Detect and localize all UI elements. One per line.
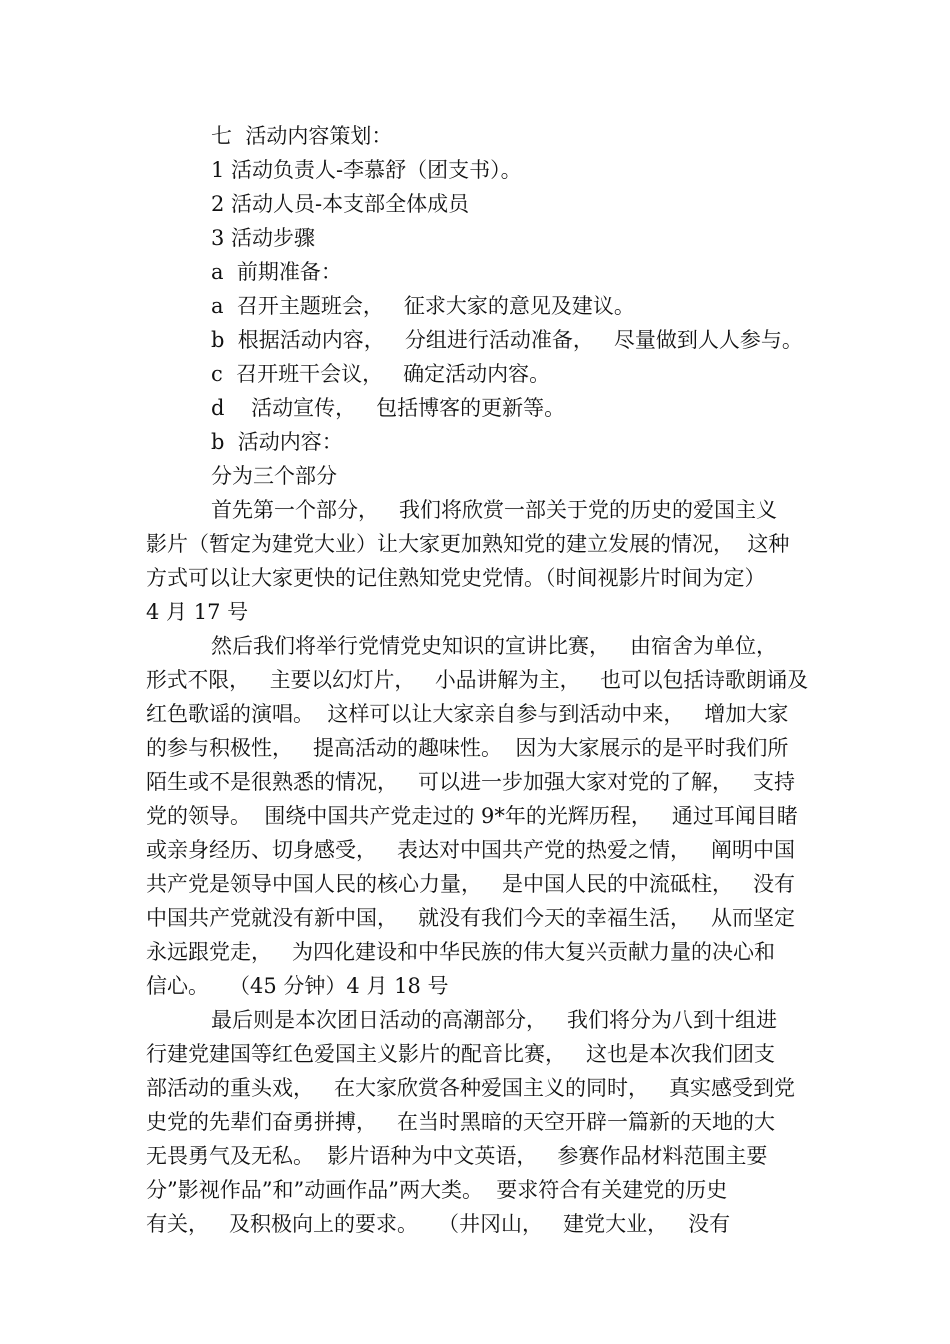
paragraph-line: 行建党建国等红色爱国主义影片的配音比赛， 这也是本次我们团支 — [146, 1042, 776, 1066]
text-line: d 活动宣传， 包括博客的更新等。 — [211, 396, 566, 420]
paragraph-line: 分”影视作品”和”动画作品”两大类。 要求符合有关建党的历史 — [146, 1178, 728, 1202]
paragraph-line: 形式不限， 主要以幻灯片， 小品讲解为主， 也可以包括诗歌朗诵及 — [146, 668, 809, 692]
paragraph-line: 然后我们将举行党情党史知识的宣讲比赛， 由宿舍为单位， — [211, 634, 778, 658]
paragraph-line: 的参与积极性， 提高活动的趣味性。 因为大家展示的是平时我们所 — [146, 736, 789, 760]
paragraph-line: 永远跟党走， 为四化建设和中华民族的伟大复兴贡献力量的决心和 — [146, 940, 776, 964]
paragraph-line: 无畏勇气及无私。 影片语种为中文英语， 参赛作品材料范围主要 — [146, 1144, 768, 1168]
paragraph-line: 信心。 （45 分钟）4 月 18 号 — [146, 974, 449, 998]
text-line: 1 活动负责人-李慕舒（团支书）。 — [211, 158, 522, 182]
paragraph-line: 最后则是本次团日活动的高潮部分， 我们将分为八到十组进 — [211, 1008, 778, 1032]
paragraph-line: 史党的先辈们奋勇拼搏， 在当时黑暗的天空开辟一篇新的天地的大 — [146, 1110, 776, 1134]
text-line: c 召开班干会议， 确定活动内容。 — [211, 362, 551, 386]
text-line: a 召开主题班会， 征求大家的意见及建议。 — [211, 294, 635, 318]
paragraph-line: 中国共产党就没有新中国， 就没有我们今天的幸福生活， 从而坚定 — [146, 906, 796, 930]
paragraph-line: 党的领导。 围绕中国共产党走过的 9*年的光辉历程， 通过耳闻目睹 — [146, 804, 798, 828]
paragraph-line: 有关， 及积极向上的要求。 （井冈山， 建党大业， 没有 — [146, 1212, 731, 1236]
paragraph-line: 首先第一个部分， 我们将欣赏一部关于党的历史的爱国主义 — [211, 498, 778, 522]
paragraph-line: 或亲身经历、切身感受， 表达对中国共产党的热爱之情， 阐明中国 — [146, 838, 796, 862]
paragraph-line: 部活动的重头戏， 在大家欣赏各种爱国主义的同时， 真实感受到党 — [146, 1076, 796, 1100]
paragraph-line: 影片（暂定为建党大业）让大家更加熟知党的建立发展的情况， 这种 — [146, 532, 790, 556]
text-line: a 前期准备： — [211, 260, 342, 284]
paragraph-line: 陌生或不是很熟悉的情况， 可以进一步加强大家对党的了解， 支持 — [146, 770, 796, 794]
paragraph-line: 方式可以让大家更快的记住熟知党史党情。（时间视影片时间为定） — [146, 566, 766, 590]
text-line: 3 活动步骤 — [211, 226, 316, 250]
text-line: b 活动内容： — [211, 430, 343, 454]
section-heading: 七 活动内容策划： — [211, 124, 393, 148]
paragraph-line: 4 月 17 号 — [146, 600, 249, 624]
text-line: b 根据活动内容， 分组进行活动准备， 尽量做到人人参与。 — [211, 328, 803, 352]
text-line: 2 活动人员-本支部全体成员 — [211, 192, 470, 216]
text-line: 分为三个部分 — [211, 464, 337, 488]
paragraph-line: 红色歌谣的演唱。 这样可以让大家亲自参与到活动中来， 增加大家 — [146, 702, 789, 726]
paragraph-line: 共产党是领导中国人民的核心力量， 是中国人民的中流砥柱， 没有 — [146, 872, 796, 896]
